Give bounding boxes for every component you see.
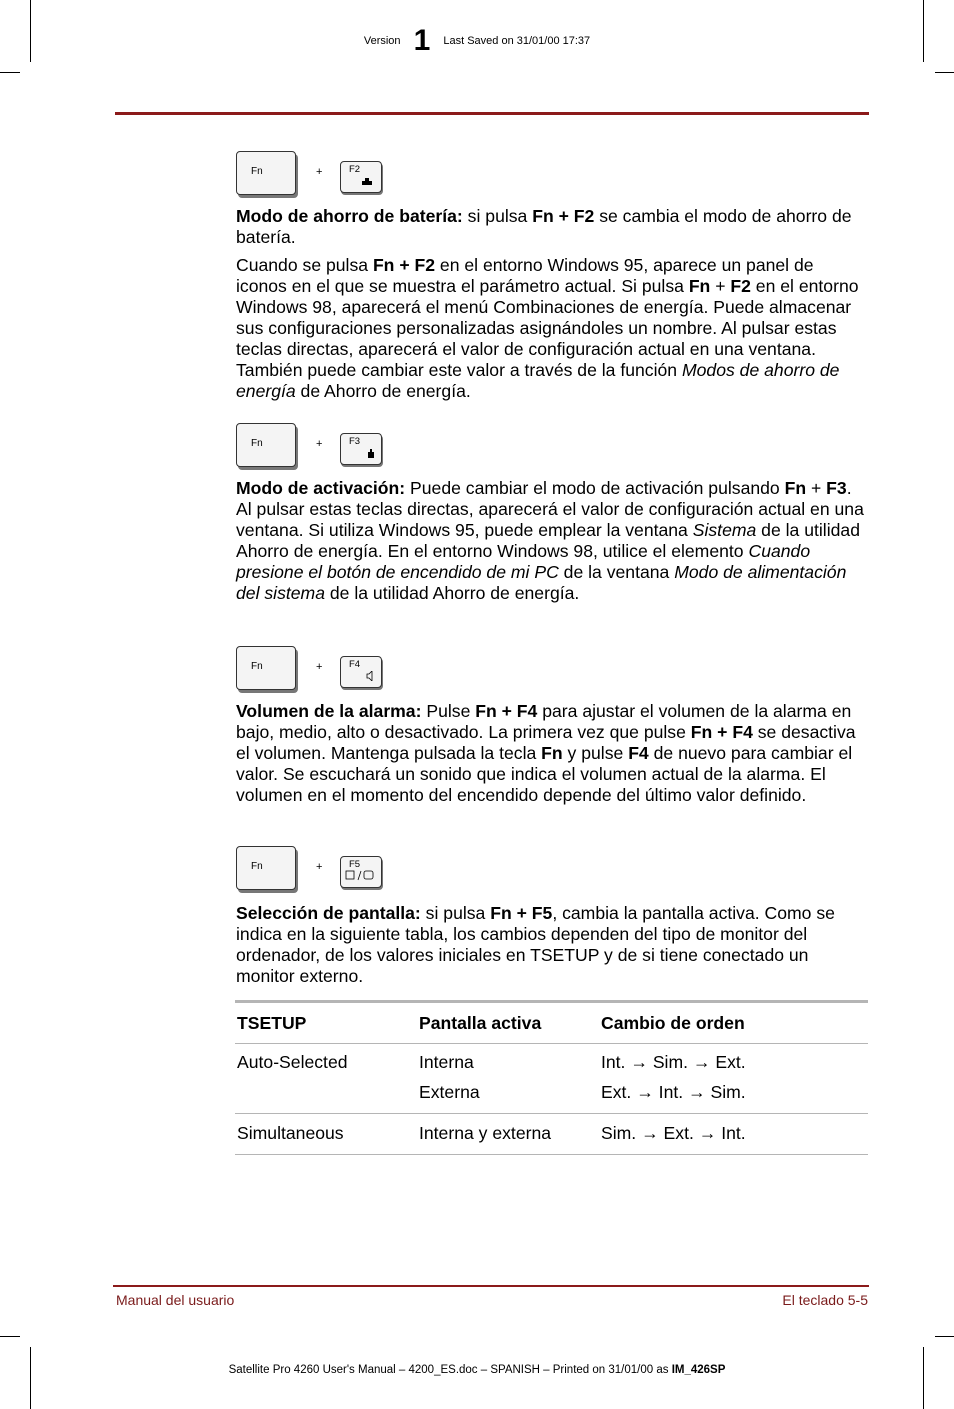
footer-rule — [113, 1285, 869, 1287]
crop-mark — [30, 1347, 31, 1409]
crop-mark — [923, 1347, 924, 1409]
crop-mark — [935, 72, 954, 73]
last-saved: Last Saved on 31/01/00 17:37 — [443, 35, 591, 47]
fn-key — [236, 646, 296, 690]
cell-line: Ext. → Int. → Sim. — [601, 1082, 746, 1102]
crop-mark — [935, 1336, 954, 1337]
battery-section — [236, 206, 868, 402]
text-run: de Ahorro de energía. — [295, 381, 471, 401]
italic-term: Modos de ahorro de energía — [236, 360, 840, 401]
key-combo-text: F2 — [730, 276, 751, 296]
display-section — [236, 903, 868, 987]
resume-term: Modo de activación: — [236, 478, 406, 498]
speaker-icon — [366, 671, 375, 684]
plus-sign: + — [316, 661, 323, 673]
plus-sign: + — [316, 166, 323, 178]
key-combo-fn-f2 — [236, 151, 396, 201]
text-run: de la utilidad Ahorro de energía. En el entorno Windows 98, utilice el elemento — [236, 520, 860, 561]
text-run: de la ventana — [558, 562, 675, 582]
text-run: Pulse — [421, 701, 476, 721]
key-combo-text: Fn + F5 — [490, 903, 553, 923]
fn-key-label: Fn — [251, 166, 263, 177]
text-run: si pulsa — [462, 206, 533, 226]
footer-page-number: El teclado 5-5 — [782, 1292, 868, 1308]
display-mode-table — [235, 1000, 868, 1155]
print-info-text: Satellite Pro 4260 User's Manual – 4200_ES.doc – SPANISH – Printed on 31/01/00 as — [228, 1364, 672, 1376]
fn-key-label: Fn — [251, 861, 263, 872]
f2-key — [340, 161, 382, 193]
print-info-code: IM_426SP — [671, 1364, 726, 1376]
f5-key-label: F5 — [349, 859, 361, 870]
key-combo-text: F3 — [826, 478, 847, 498]
battery-icon — [361, 178, 375, 189]
text-run: de la utilidad Ahorro de energía. — [324, 583, 580, 603]
key-combo-text: Fn + F2 — [372, 255, 436, 275]
fn-key — [236, 151, 296, 195]
text-run: , cambia la pantalla activa. Como se indica en la siguiente tabla, los cambios dependen del tipo de monitor del ordenador, de los valores iniciales en TSETUP y de si tiene conectado un monitor externo. — [236, 903, 835, 986]
fn-key — [236, 423, 296, 467]
crop-mark — [0, 1336, 20, 1337]
table-cell: Sim. → Ext. → Int. — [601, 1123, 746, 1143]
battery-term: Modo de ahorro de batería: — [236, 206, 463, 226]
key-combo-fn-f5 — [236, 846, 396, 896]
key-combo-text: Fn — [541, 743, 563, 763]
key-combo-text: Fn — [784, 478, 807, 498]
table-header-row — [235, 1002, 868, 1044]
f2-key-label: F2 — [349, 164, 361, 175]
column-header-pantalla: Pantalla activa — [419, 1012, 542, 1033]
resume-section — [236, 478, 868, 604]
fn-key-label: Fn — [251, 438, 263, 449]
text-run: + — [710, 276, 731, 296]
table-cell — [599, 1044, 868, 1114]
text-run: en el entorno Windows 98, aparecerá el menú Combinaciones de energía. Puede almacenar sus configuraciones personalizadas asignándoles un nombre. Al pulsar estas teclas directas, aparecerá el valor de configuración actual en una ventana. También puede cambiar este valor a través de la función — [236, 276, 859, 380]
plus-sign: + — [316, 438, 323, 450]
key-combo-text: F4 — [628, 743, 649, 763]
version-header — [0, 24, 954, 58]
column-header-orden: Cambio de orden — [601, 1012, 745, 1033]
display-icon — [345, 870, 375, 884]
header-rule — [115, 112, 869, 115]
text-run: . Al pulsar estas teclas directas, aparecerá el valor de configuración actual en una ventana. Si utiliza Windows 95, puede emplear la ventana — [236, 478, 864, 540]
table-cell: Auto-Selected — [237, 1052, 348, 1072]
version-label: Version — [363, 35, 401, 47]
table-cell: Simultaneous — [237, 1123, 344, 1143]
battery-paragraph-1 — [236, 206, 868, 248]
text-run: se desactiva el volumen. Mantenga pulsada la tecla — [236, 722, 856, 763]
text-run: en el entorno Windows 95, aparece un panel de iconos en el que se muestra el parámetro actual. Si pulsa — [236, 255, 814, 296]
text-run: Puede cambiar el modo de activación pulsando — [405, 478, 785, 498]
f4-key-label: F4 — [349, 659, 361, 670]
cell-line: Externa — [419, 1082, 480, 1102]
text-run: Cuando se pulsa — [236, 255, 373, 275]
table-cell — [417, 1044, 599, 1114]
print-info-line — [0, 1364, 954, 1376]
text-run: si pulsa — [420, 903, 491, 923]
table-row — [235, 1044, 868, 1114]
alarm-section — [236, 701, 868, 806]
alarm-paragraph — [236, 701, 868, 806]
italic-term: Cuando presione el botón de encendido de mi PC — [236, 541, 811, 582]
table-cell: Interna y externa — [419, 1123, 552, 1143]
cell-line: Interna — [419, 1052, 474, 1072]
fn-key-label: Fn — [251, 661, 263, 672]
key-combo-text: Fn + F2 — [532, 206, 595, 226]
version-number: 1 — [413, 24, 431, 57]
footer-manual-title: Manual del usuario — [116, 1292, 235, 1308]
key-combo-fn-f3 — [236, 423, 396, 473]
key-combo-text: Fn — [688, 276, 711, 296]
text-run: se cambia el modo de ahorro de batería. — [236, 206, 852, 247]
resume-paragraph — [236, 478, 868, 604]
italic-term: Sistema — [692, 520, 757, 540]
f3-key-label: F3 — [349, 436, 361, 447]
text-run: de nuevo para cambiar el valor. Se escuchará un sonido que indica el volumen actual de la alarma. El volumen en el momento del encendido depende del último valor definido. — [236, 743, 853, 805]
fn-key — [236, 846, 296, 890]
battery-paragraph-2 — [236, 255, 868, 402]
plus-sign: + — [316, 861, 323, 873]
key-combo-text: Fn + F4 — [475, 701, 538, 721]
text-run: para ajustar el volumen de la alarma en bajo, medio, alto o desactivado. La primera vez que pulse — [236, 701, 852, 742]
crop-mark — [0, 72, 20, 73]
f4-key — [340, 656, 382, 688]
f5-key — [340, 856, 382, 888]
text-run: + — [806, 478, 827, 498]
resume-icon — [367, 449, 375, 461]
table-row — [235, 1114, 868, 1155]
display-paragraph — [236, 903, 868, 987]
display-term: Selección de pantalla: — [236, 903, 421, 923]
f3-key — [340, 433, 382, 465]
text-run: y pulse — [562, 743, 629, 763]
alarm-term: Volumen de la alarma: — [236, 701, 422, 721]
column-header-tsetup: TSETUP — [237, 1012, 307, 1033]
cell-line: Int. → Sim. → Ext. — [601, 1052, 746, 1072]
key-combo-fn-f4 — [236, 646, 396, 696]
italic-term: Modo de alimentación del sistema — [236, 562, 847, 603]
key-combo-text: Fn + F4 — [690, 722, 753, 742]
